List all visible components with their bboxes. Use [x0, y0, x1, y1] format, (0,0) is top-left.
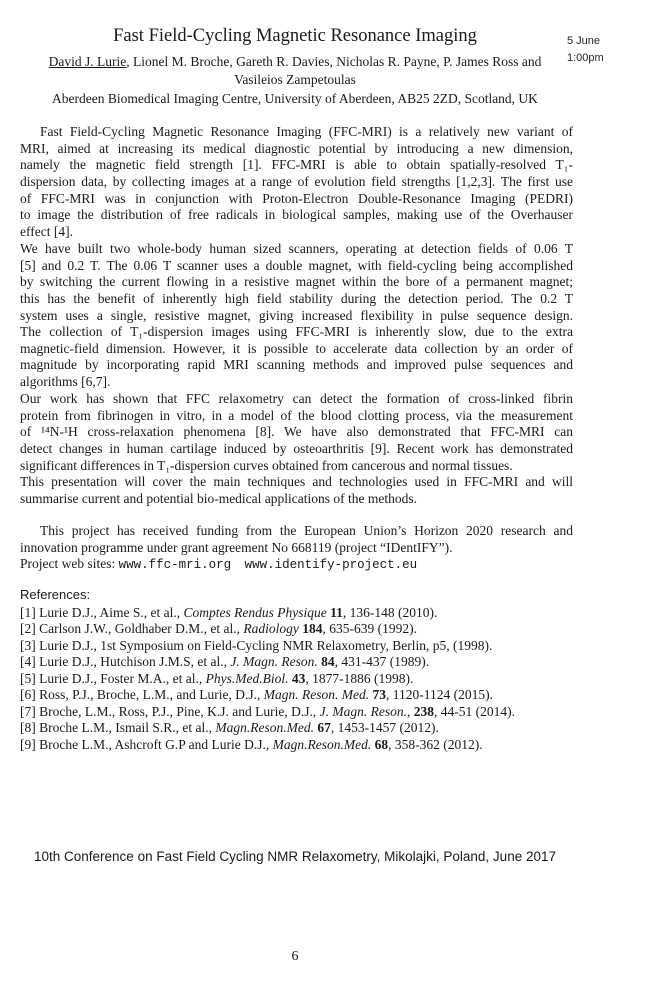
text-line: by switching the current flowing in a resistive magnet within the bore of a permanent magnet; — [20, 274, 573, 290]
paragraph-scanners — [20, 241, 573, 391]
reference-number: [3] — [20, 637, 36, 653]
reference-volume: 11 — [330, 604, 343, 620]
conference-footer: 10th Conference on Fast Field Cycling NMR Relaxometry, Mikolajki, Poland, June 2017 — [34, 849, 556, 864]
reference-pages-year: , 635-639 (1992). — [322, 621, 417, 636]
reference-pages-year: , 1453-1457 (2012). — [330, 720, 439, 735]
reference-volume: 67 — [317, 720, 331, 735]
reference-pages-year: , 1120-1124 (2015). — [385, 687, 493, 702]
text-line: system uses a single, resistive magnet, giving increased flexibility in pulse sequence design. — [20, 307, 573, 323]
website-link-identify[interactable]: www.identify-project.eu — [244, 558, 418, 573]
reference-volume: 68 — [374, 736, 389, 752]
references-section — [20, 587, 580, 753]
text-line: algorithms [6,7]. — [20, 374, 111, 390]
text-line: The collection of T₁-dispersion images using FFC-MRI is inherently slow, due to the extra — [20, 324, 573, 340]
session-date: 5 June — [567, 35, 601, 47]
reference-authors: Broche, L.M., Ross, P.J., Pine, K.J. and Lurie, D.J., — [35, 703, 320, 719]
author-list — [0, 53, 590, 89]
reference-pages-year: , 431-437 (1989). — [334, 654, 430, 669]
reference-item — [20, 605, 580, 622]
reference-item — [20, 687, 580, 704]
reference-journal: Phys.Med.Biol. — [205, 670, 289, 686]
reference-authors: Ross, P.J., Broche, L.M., and Lurie, D.J., — [35, 687, 264, 702]
reference-number: [8] — [20, 720, 36, 735]
reference-volume: 184 — [302, 621, 323, 636]
text-line: to image the distribution of free radicals in biological samples, making use of the Overhauser — [20, 207, 573, 223]
text-line: Our work has shown that FFC relaxometry can detect the formation of cross-linked fibrin — [20, 391, 573, 406]
reference-item — [20, 671, 580, 688]
reference-authors: Lurie D.J., Hutchison J.M.S, et al., — [35, 654, 231, 669]
reference-journal: J. Magn. Reson. — [319, 703, 407, 719]
reference-item — [20, 638, 580, 655]
text-line: dispersion data, by collecting images at a range of evolution field strengths [1,2,3]. The first use — [20, 173, 573, 189]
reference-journal: Magn.Reson.Med. — [272, 736, 372, 752]
text-line: this has the benefit of inherently high field stability during the detection period. The 0.2 T — [20, 290, 573, 306]
text-line: [5] and 0.2 T. The 0.06 T scanner uses a double magnet, with field-cycling being accomplished — [20, 257, 573, 273]
text-line: magnetic-field dimension. However, it is possible to accelerate data collection by an order of — [20, 340, 573, 356]
reference-authors: Carlson J.W., Goldhaber D.M., et al., — [35, 621, 244, 636]
text-line: Fast Field-Cycling Magnetic Resonance Imaging (FFC-MRI) is a relatively new variant of — [40, 124, 573, 139]
page-title: Fast Field-Cycling Magnetic Resonance Imaging — [113, 26, 477, 46]
co-authors-continued: Vasileios Zampetoulas — [234, 72, 356, 87]
text-line: summarise current and potential bio-medical applications of the methods. — [20, 490, 418, 506]
reference-authors: Lurie D.J., 1st Symposium on Field-Cycling NMR Relaxometry, Berlin, p5, (1998). — [35, 637, 493, 653]
reference-journal: J. Magn. Reson. — [230, 654, 318, 669]
reference-journal-suffix: , — [406, 703, 414, 719]
text-line: This project has received funding from the European Union’s Horizon 2020 research and — [40, 523, 573, 538]
text-line: MRI, aimed at increasing its medical diagnostic potential by introducing a new dimension, — [20, 140, 573, 156]
text-line: detect changes in human cartilage induced by osteoarthritis [9]. Recent work has demonstrated — [20, 440, 573, 456]
text-line: of ¹⁴N-¹H cross-relaxation phenomena [8]. We have also demonstrated that FFC-MRI can — [20, 424, 573, 440]
reference-item — [20, 704, 580, 721]
text-line: We have built two whole-body human sized scanners, operating at detection fields of 0.06 T — [20, 241, 573, 256]
reference-number: [9] — [20, 736, 36, 752]
paragraph-presentation — [20, 474, 573, 507]
reference-number: [7] — [20, 703, 36, 719]
paragraph-results — [20, 391, 573, 474]
reference-item — [20, 737, 580, 754]
reference-journal: Magn.Reson.Med. — [215, 720, 314, 735]
affiliation: Aberdeen Biomedical Imaging Centre, University of Aberdeen, AB25 2ZD, Scotland, UK — [52, 91, 538, 106]
text-line: namely the magnetic field strength [1]. FFC-MRI is able to obtain spatially-resolved T₁- — [20, 157, 573, 173]
reference-number: [5] — [20, 670, 36, 686]
text-line: protein from fibrinogen in vitro, in a model of the blood clotting process, via the measurement — [20, 407, 573, 423]
reference-item — [20, 654, 580, 671]
paragraph-funding — [20, 523, 573, 573]
reference-number: [2] — [20, 621, 36, 636]
co-authors: , Lionel M. Broche, Gareth R. Davies, Nicholas R. Payne, P. James Ross and — [126, 54, 542, 69]
website-link-ffc-mri[interactable]: www.ffc-mri.org — [118, 558, 232, 573]
reference-item — [20, 621, 580, 638]
reference-authors: Broche L.M., Ismail S.R., et al., — [35, 720, 216, 735]
reference-authors: Broche L.M., Ashcroft G.P and Lurie D.J., — [35, 736, 273, 752]
reference-pages-year: , 44-51 (2014). — [433, 703, 515, 719]
reference-item — [20, 720, 580, 737]
text-line: This presentation will cover the main techniques and technologies used in FFC-MRI and will — [20, 474, 573, 489]
page-number: 6 — [291, 949, 299, 964]
session-hour: 1:00pm — [567, 52, 604, 64]
reference-journal: Radiology — [243, 621, 299, 636]
reference-journal: Comptes Rendus Physique — [183, 604, 327, 620]
websites-line — [20, 556, 573, 573]
reference-journal: Magn. Reson. Med. — [263, 687, 370, 702]
reference-volume: 73 — [372, 687, 386, 702]
reference-number: [4] — [20, 654, 36, 669]
text-line: significant differences in T₁-dispersion curves obtained from cancerous and normal tissues. — [20, 457, 513, 473]
reference-volume: 43 — [291, 670, 306, 686]
reference-pages-year: , 136-148 (2010). — [342, 604, 438, 620]
text-line: innovation programme under grant agreement No 668119 (project “IDentIFY”). — [20, 539, 453, 555]
reference-pages-year: , 358-362 (2012). — [388, 736, 483, 752]
reference-number: [6] — [20, 687, 36, 702]
reference-volume: 238 — [413, 703, 434, 719]
text-line: effect [4]. — [20, 223, 73, 239]
references-heading: References: — [20, 587, 91, 602]
reference-volume: 84 — [321, 654, 335, 669]
text-line: magnitude by incorporating rapid MRI scanning methods and improved pulse sequences and — [20, 357, 573, 373]
presenting-author: David J. Lurie — [48, 54, 127, 69]
websites-label: Project web sites: — [20, 556, 116, 572]
reference-authors: Lurie D.J., Foster M.A., et al., — [35, 670, 206, 686]
text-line: of FFC-MRI was in conjunction with Proton-Electron Double-Resonance Imaging (PEDRI) — [20, 190, 573, 206]
paragraph-intro — [20, 124, 573, 240]
reference-number: [1] — [20, 604, 36, 620]
reference-authors: Lurie D.J., Aime S., et al., — [35, 604, 184, 620]
reference-pages-year: , 1877-1886 (1998). — [305, 670, 414, 686]
